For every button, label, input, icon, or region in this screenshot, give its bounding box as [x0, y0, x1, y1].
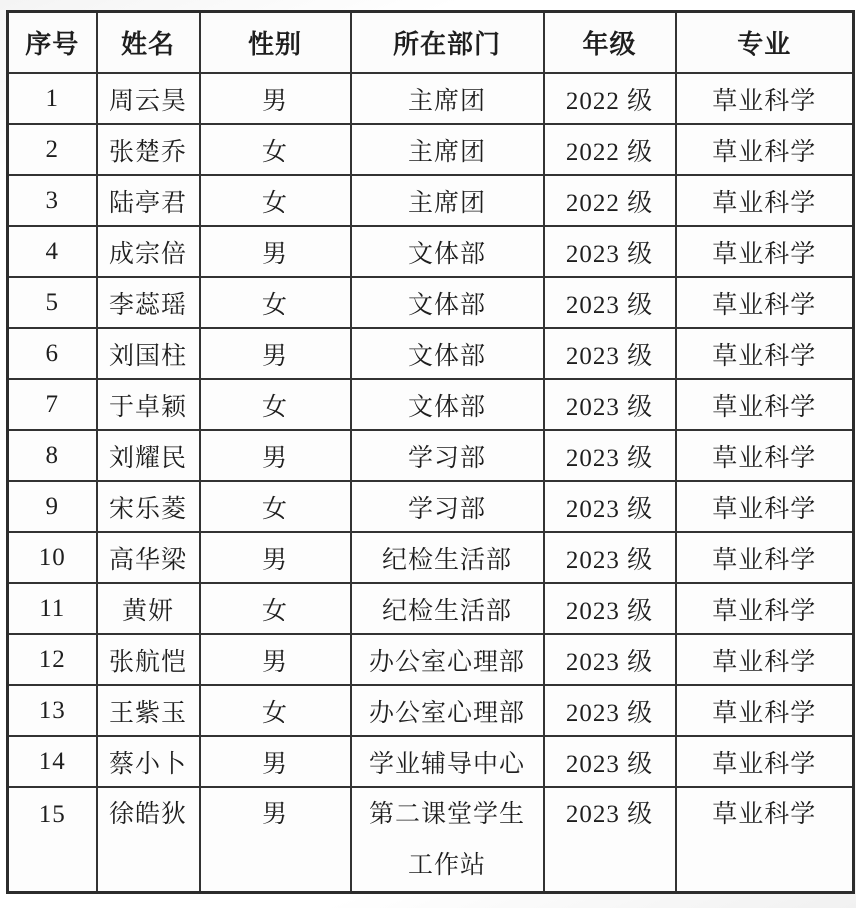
table-row [8, 379, 854, 430]
table-row [8, 124, 854, 175]
cell-gender: 男 [200, 226, 351, 277]
cell-major: 草业科学 [676, 532, 854, 583]
cell-grade: 2022 级 [544, 73, 676, 124]
cell-name: 于卓颖 [97, 379, 200, 430]
cell-department: 办公室心理部 [351, 685, 544, 736]
cell-department: 文体部 [351, 226, 544, 277]
cell-gender: 男 [200, 328, 351, 379]
cell-gender: 女 [200, 124, 351, 175]
cell-major: 草业科学 [676, 481, 854, 532]
cell-grade: 2023 级 [544, 634, 676, 685]
cell-grade: 2023 级 [544, 226, 676, 277]
cell-index: 7 [8, 379, 97, 430]
cell-major: 草业科学 [676, 583, 854, 634]
cell-gender: 男 [200, 736, 351, 787]
cell-index: 2 [8, 124, 97, 175]
table-row [8, 328, 854, 379]
cell-grade: 2022 级 [544, 124, 676, 175]
cell-name: 张航恺 [97, 634, 200, 685]
cell-index: 14 [8, 736, 97, 787]
cell-name: 王紫玉 [97, 685, 200, 736]
cell-grade: 2023 级 [544, 379, 676, 430]
cell-index: 6 [8, 328, 97, 379]
cell-index: 5 [8, 277, 97, 328]
cell-department: 主席团 [351, 124, 544, 175]
header-index: 序号 [8, 12, 97, 74]
table-row [8, 277, 854, 328]
table-header-row [8, 12, 854, 74]
cell-grade: 2023 级 [544, 685, 676, 736]
cell-grade: 2023 级 [544, 328, 676, 379]
cell-department: 学习部 [351, 481, 544, 532]
table-row [8, 634, 854, 685]
cell-name: 成宗倍 [97, 226, 200, 277]
cell-major: 草业科学 [676, 430, 854, 481]
cell-name: 宋乐菱 [97, 481, 200, 532]
cell-index: 3 [8, 175, 97, 226]
cell-gender: 女 [200, 175, 351, 226]
cell-department: 文体部 [351, 277, 544, 328]
cell-name: 刘耀民 [97, 430, 200, 481]
header-name: 姓名 [97, 12, 200, 74]
cell-grade: 2023 级 [544, 481, 676, 532]
cell-department: 主席团 [351, 73, 544, 124]
cell-major: 草业科学 [676, 736, 854, 787]
cell-grade: 2022 级 [544, 175, 676, 226]
cell-department: 办公室心理部 [351, 634, 544, 685]
cell-major: 草业科学 [676, 328, 854, 379]
cell-grade: 2023 级 [544, 736, 676, 787]
cell-gender: 女 [200, 583, 351, 634]
cell-grade: 2023 级 [544, 277, 676, 328]
header-grade: 年级 [544, 12, 676, 74]
cell-gender: 男 [200, 634, 351, 685]
cell-major: 草业科学 [676, 685, 854, 736]
cell-gender: 女 [200, 379, 351, 430]
cell-gender: 男 [200, 532, 351, 583]
cell-grade: 2023 级 [544, 430, 676, 481]
cell-index: 15 [8, 787, 97, 893]
table-row [8, 73, 854, 124]
cell-grade: 2023 级 [544, 583, 676, 634]
cell-department: 纪检生活部 [351, 532, 544, 583]
cell-department: 学业辅导中心 [351, 736, 544, 787]
cell-index: 12 [8, 634, 97, 685]
header-gender: 性别 [200, 12, 351, 74]
cell-name: 徐皓狄 [97, 787, 200, 893]
table-row [8, 175, 854, 226]
table-row [8, 736, 854, 787]
cell-index: 9 [8, 481, 97, 532]
cell-name: 刘国柱 [97, 328, 200, 379]
cell-gender: 男 [200, 73, 351, 124]
cell-name: 周云昊 [97, 73, 200, 124]
cell-index: 13 [8, 685, 97, 736]
cell-gender: 女 [200, 277, 351, 328]
cell-index: 11 [8, 583, 97, 634]
table-row [8, 583, 854, 634]
table-row [8, 685, 854, 736]
cell-major: 草业科学 [676, 277, 854, 328]
cell-index: 10 [8, 532, 97, 583]
cell-department: 文体部 [351, 379, 544, 430]
cell-gender: 男 [200, 430, 351, 481]
cell-major: 草业科学 [676, 226, 854, 277]
cell-name: 张楚乔 [97, 124, 200, 175]
cell-grade: 2023 级 [544, 787, 676, 893]
cell-major: 草业科学 [676, 175, 854, 226]
cell-name: 蔡小卜 [97, 736, 200, 787]
cell-department: 文体部 [351, 328, 544, 379]
cell-department: 学习部 [351, 430, 544, 481]
cell-name: 李蕊瑶 [97, 277, 200, 328]
cell-name: 高华梁 [97, 532, 200, 583]
cell-department: 纪检生活部 [351, 583, 544, 634]
cell-name: 陆亭君 [97, 175, 200, 226]
cell-gender: 女 [200, 685, 351, 736]
cell-gender: 男 [200, 787, 351, 893]
cell-index: 4 [8, 226, 97, 277]
cell-major: 草业科学 [676, 124, 854, 175]
cell-department: 主席团 [351, 175, 544, 226]
header-department: 所在部门 [351, 12, 544, 74]
table-row [8, 430, 854, 481]
cell-index: 8 [8, 430, 97, 481]
roster-table [6, 10, 855, 894]
cell-department: 第二课堂学生工作站 [351, 787, 544, 893]
cell-major: 草业科学 [676, 634, 854, 685]
cell-major: 草业科学 [676, 73, 854, 124]
cell-major: 草业科学 [676, 379, 854, 430]
table-row [8, 481, 854, 532]
cell-grade: 2023 级 [544, 532, 676, 583]
table-row [8, 226, 854, 277]
cell-index: 1 [8, 73, 97, 124]
table-row [8, 532, 854, 583]
cell-name: 黄妍 [97, 583, 200, 634]
cell-gender: 女 [200, 481, 351, 532]
cell-major: 草业科学 [676, 787, 854, 893]
header-major: 专业 [676, 12, 854, 74]
table-row [8, 787, 854, 893]
